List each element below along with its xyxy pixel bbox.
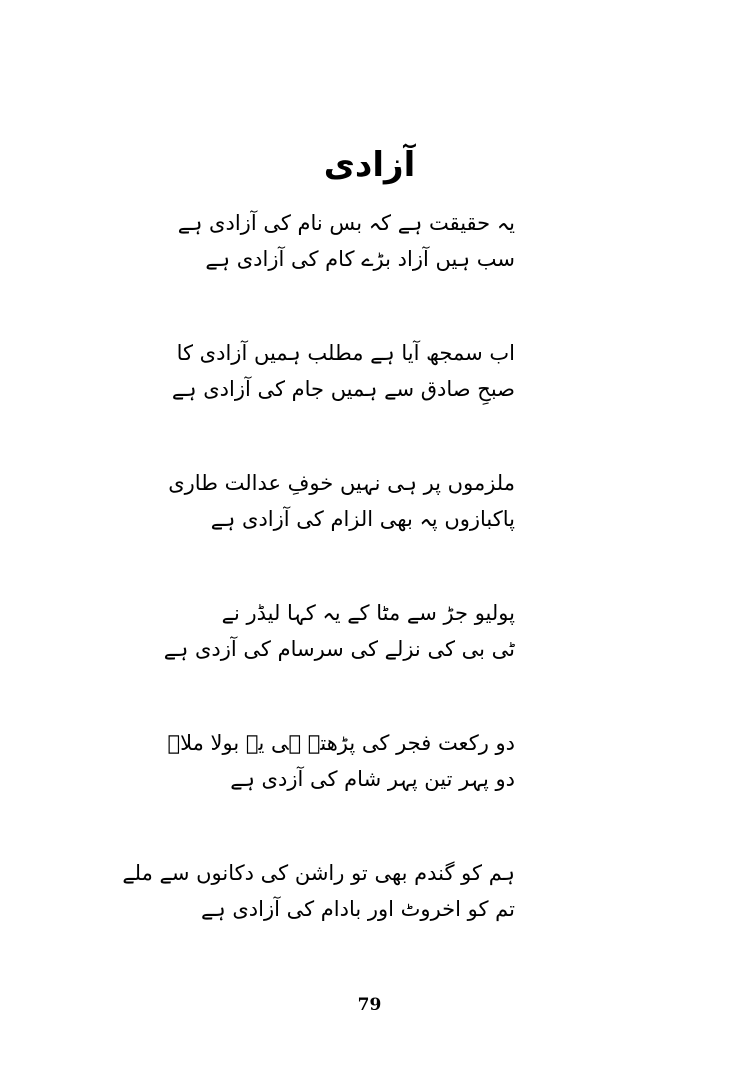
stanza <box>122 855 515 927</box>
verse-line: سب ہیں آزاد بڑے کام کی آزادی ہے <box>205 247 515 271</box>
verse-line: پاکبازوں پہ بھی الزام کی آزادی ہے <box>210 507 515 531</box>
poem-title: آزادی <box>323 145 416 185</box>
page-number: 79 <box>357 995 382 1015</box>
verse-line: اب سمجھ آیا ہے مطلب ہمیں آزادی کا <box>176 341 515 365</box>
verse-line: ٹی بی کی نزلے کی سرسام کی آزدی ہے <box>163 637 515 661</box>
verse-line: تم کو اخروٹ اور بادام کی آزادی ہے <box>201 897 515 921</box>
verse-line: پولیو جڑ سے مٹا کے یہ کہا لیڈر نے <box>221 601 515 625</box>
stanza <box>168 465 515 537</box>
poem-body <box>122 205 515 985</box>
verse-line: صبحِ صادق سے ہمیں جام کی آزادی ہے <box>171 377 515 401</box>
verse-line: ملزموں پر ہی نہیں خوفِ عدالت طاری <box>168 471 515 495</box>
verse-line: یہ حقیقت ہے کہ بس نام کی آزادی ہے <box>177 211 515 235</box>
verse-line: دو رکعت فجر کی پڑھتے ہی یہ بولا ملاؔ <box>167 731 515 755</box>
stanza <box>167 725 515 797</box>
stanza <box>171 335 515 407</box>
stanza <box>175 205 515 277</box>
verse-line: دو پہر تین پہر شام کی آزدی ہے <box>230 767 515 791</box>
verse-line: ہم کو گندم بھی تو راشن کی دکانوں سے ملے <box>122 861 515 885</box>
stanza <box>163 595 515 667</box>
